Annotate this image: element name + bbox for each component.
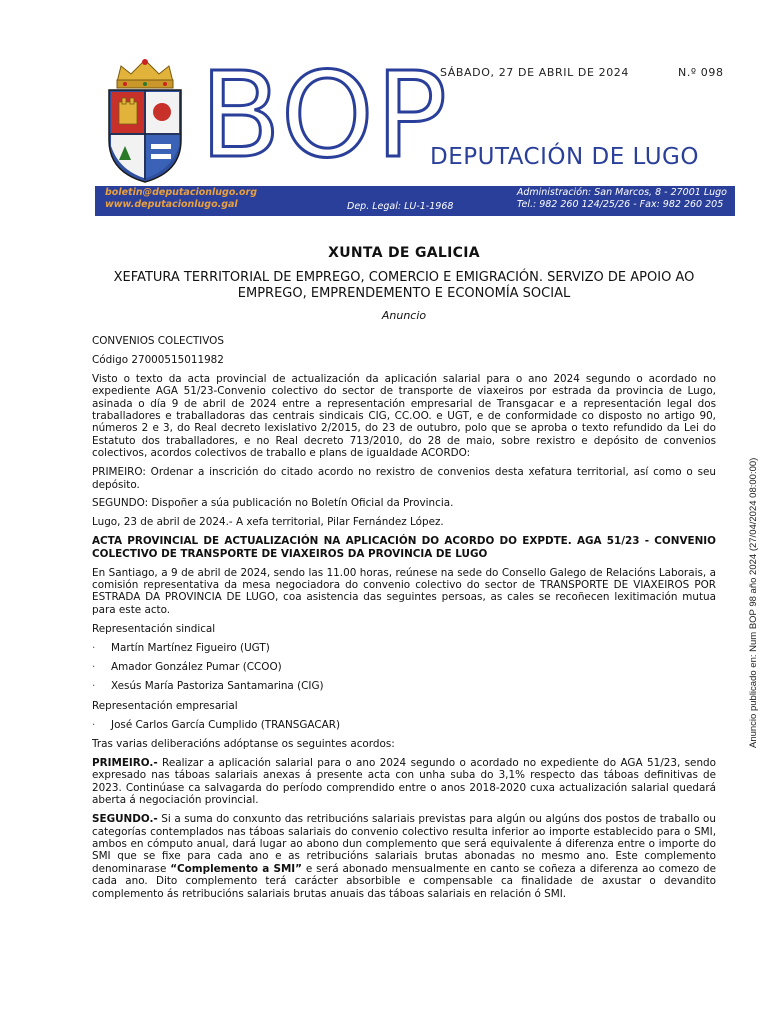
signature-line: Lugo, 23 de abril de 2024.- A xefa territorial, Pilar Fernández López. [92,516,444,529]
bop-header [95,46,735,218]
header-info-bar [95,186,735,216]
bullet-icon: · [92,680,96,693]
list-item [92,680,716,692]
bullet-icon: · [92,661,96,674]
agreement-second-label: SEGUNDO.- [92,813,158,826]
agreement-first-label: PRIMEIRO.- [92,757,158,770]
contact-links [105,187,257,211]
section-heading: CONVENIOS COLECTIVOS [92,335,224,347]
legal-deposit: Dep. Legal: LU-1-1968 [347,201,454,212]
acta-title: ACTA PROVINCIAL DE ACTUALIZACIÓN NA APLICACIÓN DO ACORDO DO EXPDTE. AGA 51/23 - CONVENIO COLECTIVO DE TRANSPORTE DE VIAXEIROS DA PROVINCIA DE LUGO [92,535,716,560]
resolution-first: PRIMEIRO: Ordenar a inscrición do citado acordo no rexistro de convenios desta xefatura territorial, así como o seu depósito. [92,466,716,491]
bullet-icon: · [92,718,96,731]
list-item-text: Martín Martínez Figueiro (UGT) [111,641,270,654]
document-type: Anuncio [381,309,427,322]
document-body [92,335,716,907]
resolution-second: SEGUNDO: Dispoñer a súa publicación no Boletín Oficial da Provincia. [92,497,454,510]
deliberations-paragraph: Tras varias deliberacións adóptanse os seguintes acordos: [92,738,395,751]
agreement-code: Código 27000515011982 [92,353,224,366]
email-link[interactable]: boletin@deputacionlugo.org [105,187,257,198]
publication-side-note: Anuncio publicado en: Num BOP 98 año 2024 (27/04/2024 08:00:00) [748,457,759,748]
list-item [92,719,716,731]
list-item-text: José Carlos García Cumplido (TRANSGACAR) [111,718,340,731]
agreement-second-text-a: Si a suma do conxunto das retribucións salariais previstas para algún ou algúns dos postos de traballo ou categorías contemplados nas táboas salariais do convenio colectivo resulta inferior ao importe establecido para o SMI, ambos en cómputo anual, dará lugar ao abono dun complemento que será equivalente á diferenza entre o importe do SMI que se fixe para cada ano e as retribucións salariais brutas abonadas no mesmo ano. Este complemento denominarase [92,813,716,875]
web-link[interactable]: www.deputacionlugo.gal [105,199,238,210]
list-item-text: Xesús María Pastoriza Santamarina (CIG) [111,680,324,693]
union-representation-heading: Representación sindical [92,622,216,635]
list-item [92,661,716,673]
agreement-first [92,757,716,807]
admin-phones: Tel.: 982 260 124/25/26 - Fax: 982 260 205 [516,199,724,210]
issue-number: N.º 098 [678,66,724,79]
organization-title: XUNTA DE GALICIA [328,245,480,261]
meeting-paragraph: En Santiago, a 9 de abril de 2024, sendo las 11.00 horas, reúnese na sede do Consello Galego de Relacións Laborais, a comisión representativa da mesa negociadora do convenio colectivo do sector de TRANSPORTE DE VIAXEIROS POR ESTRADA DA PROVINCIA DE LUGO, coa asistencia das seguintes persoas, as cales se recoñecen lexitimación mutua para este acto. [92,566,716,616]
department-title: XEFATURA TERRITORIAL DE EMPREGO, COMERCIO E EMIGRACIÓN. SERVIZO DE APOIO AO EMPREGO, EMPRENDEMENTO E ECONOMÍA SOCIAL [113,270,695,301]
agreement-second-text-b: e será abonado mensualmente en canto se coñeza a diferenza ao comezo de cada ano. Dito complemento terá carácter absorbible e compensable ca finalidade de axustar o devandito complemento ás retribucións salariais brutas anuais das táboas salariais en relación ó SMI. [92,862,716,900]
agreement-second-term: “Complemento a SMI” [170,862,302,875]
preamble-paragraph: Visto o texto da acta provincial de actualización da aplicación salarial para o ano 2024 segundo o acordado no expediente AGA 51/23-Convenio colectivo do sector de transporte de viaxeiros por estrada da provincia de Lugo, asinada o día 9 de abril de 2024 entre a representación empresarial de Transgacar e a representación legal dos traballadores e traballadoras das centrais sindicais CIG, CC.OO. e UGT, e de conformidade co disposto no artigo 90, números 2 e 3, do Real decreto lexislativo 2/2015, do 23 de outubro, polo que se aproba o texto refundido da Lei do Estatuto dos traballadores, e no Real decreto 713/2010, do 28 de maio, sobre rexistro e depósito de convenios colectivos, acordos colectivos de traballo e plans de igualdade ACORDO: [92,372,716,460]
bullet-icon: · [92,641,96,654]
institution-title: DEPUTACIÓN DE LUGO [430,144,699,170]
agreement-second [92,813,716,900]
bop-logo-text: BOP [200,46,449,184]
issue-date: SÁBADO, 27 DE ABRIL DE 2024 [440,66,630,79]
admin-contact [517,187,727,211]
agreement-first-text: Realizar a aplicación salarial para o ano 2024 segundo o acordado no expediente do AGA 51/23, sendo expresado nas táboas salariais anexas á presente acta con unha suba do 3,1% respecto das táboas definitivas de 2023. Continúase ca salvagarda do período comprendido entre o anos 2018-2020 cuxa actualización salarial quedará aberta á negociación provincial. [92,757,716,807]
coat-of-arms-icon [95,56,195,184]
business-representation-heading: Representación empresarial [92,699,238,712]
list-item [92,642,716,654]
list-item-text: Amador González Pumar (CCOO) [111,661,282,674]
admin-address: Administración: San Marcos, 8 - 27001 Lugo [516,187,727,198]
